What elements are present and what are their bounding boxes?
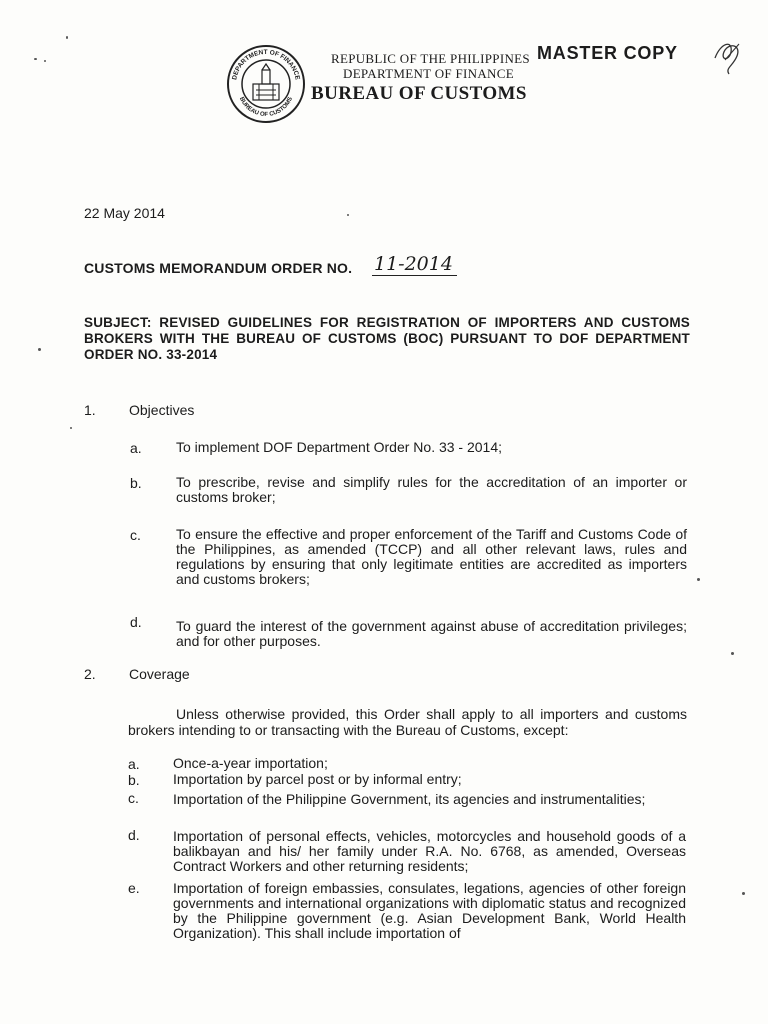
list-item-text: Importation of personal effects, vehicles, motorcycles and household goods of a balikbayan and his/ her family under R.A. No. 6768, as amended, Overseas Contract Workers and other returning residents; [173, 828, 686, 874]
scan-speck [38, 348, 41, 351]
scan-speck [44, 60, 46, 62]
list-item-letter: a. [130, 440, 142, 456]
seal-ring-top-text: DEPARTMENT OF FINANCE [231, 48, 301, 81]
scan-speck [34, 58, 37, 60]
list-item-letter: b. [128, 772, 140, 788]
list-item-letter: d. [130, 614, 142, 630]
section-title: Objectives [129, 402, 195, 418]
department-of-finance-seal [226, 44, 306, 124]
list-item-letter: b. [130, 475, 142, 491]
master-copy-stamp: MASTER COPY [537, 43, 678, 63]
coverage-intro-paragraph: Unless otherwise provided, this Order shall apply to all importers and customs brokers intending to or transacting with the Bureau of Customs, except: [128, 706, 687, 738]
scan-speck [66, 36, 68, 39]
seal-ring-bottom-text: BUREAU OF CUSTOMS [237, 96, 295, 119]
handwritten-initials-mark [711, 38, 745, 78]
scan-speck [731, 652, 734, 655]
scan-speck [347, 214, 349, 216]
list-item-letter: a. [128, 756, 140, 772]
list-item-text: Importation of the Philippine Government, its agencies and instrumentalities; [173, 791, 646, 807]
list-item-text: To implement DOF Department Order No. 33 - 2014; [176, 439, 503, 455]
header-department: DEPARTMENT OF FINANCE [343, 66, 514, 81]
list-item-letter: e. [128, 880, 140, 896]
scan-speck [742, 892, 745, 895]
memo-order-label: CUSTOMS MEMORANDUM ORDER NO. [84, 260, 353, 276]
list-item-text: To ensure the effective and proper enforcement of the Tariff and Customs Code of the Philippines, as amended (TCCP) and all other relevant laws, rules and regulations by ensuring that only legitimate entities are accredited as importers and customs brokers; [176, 526, 687, 587]
header-republic: REPUBLIC OF THE PHILIPPINES [331, 51, 530, 66]
section-number: 2. [84, 666, 96, 682]
header-bureau: BUREAU OF CUSTOMS [311, 83, 527, 104]
list-item-letter: d. [128, 827, 140, 843]
list-item-letter: c. [130, 527, 141, 543]
list-item-letter: c. [128, 790, 139, 806]
list-item-text: Once-a-year importation; [173, 755, 328, 771]
scan-speck [697, 578, 700, 581]
memo-date: 22 May 2014 [84, 205, 165, 221]
list-item-text: Importation by parcel post or by informal entry; [173, 771, 462, 787]
memo-order-number: 11-2014 [372, 253, 457, 276]
scan-speck [70, 427, 72, 429]
list-item-text: Importation of foreign embassies, consulates, legations, agencies of other foreign governments and international organizations with diplomatic status and recognized by the Philippine government (e.g. Asian Development Bank, World Health Organization). This shall include importation of [173, 880, 686, 941]
memo-subject: SUBJECT: REVISED GUIDELINES FOR REGISTRATION OF IMPORTERS AND CUSTOMS BROKERS WITH THE BUREAU OF CUSTOMS (BOC) PURSUANT TO DOF DEPARTMENT ORDER NO. 33-2014 [84, 315, 690, 362]
list-item-text: To guard the interest of the government against abuse of accreditation privileges; and for other purposes. [176, 618, 687, 649]
list-item-text: To prescribe, revise and simplify rules for the accreditation of an importer or customs broker; [176, 474, 687, 505]
section-number: 1. [84, 402, 96, 418]
section-title: Coverage [129, 666, 190, 682]
